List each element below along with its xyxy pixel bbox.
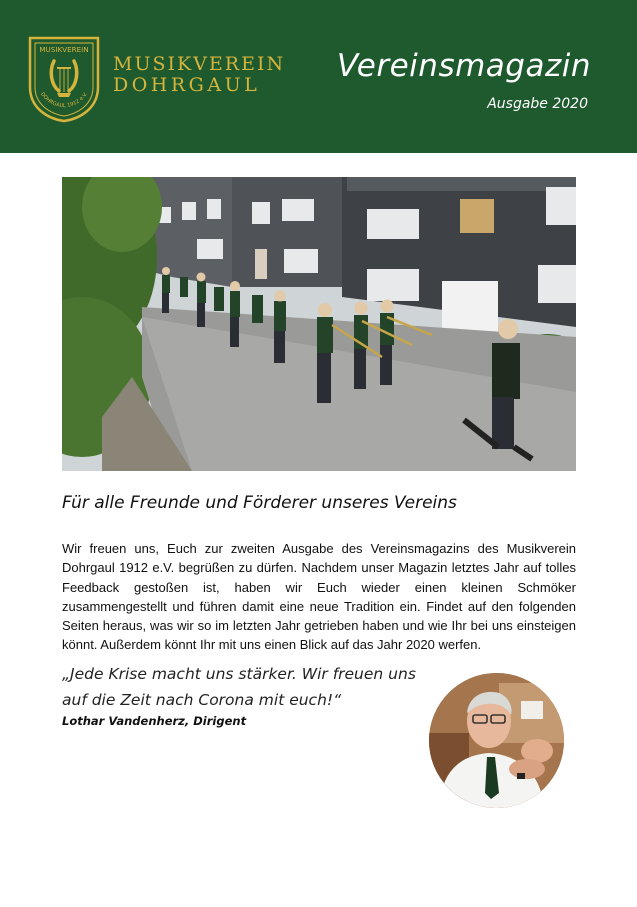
conductor-portrait	[429, 673, 564, 808]
club-logo-icon	[27, 35, 101, 123]
conductor-quote: „Jede Krise macht uns stärker. Wir freuen uns auf die Zeit nach Corona mit euch!“	[62, 665, 416, 709]
conductor-portrait-icon	[429, 673, 564, 808]
club-name	[113, 54, 285, 96]
issue-label: Ausgabe 2020	[487, 96, 588, 112]
logo-top-text: MUSIKVEREIN	[39, 45, 89, 54]
marching-band-photo-icon	[62, 177, 576, 471]
logo-bottom-text: DOHRGAUL 1912 e.V.	[39, 91, 89, 110]
quote-author: Lothar Vandenherz, Dirigent	[62, 714, 247, 728]
intro-paragraph: Wir freuen uns, Euch zur zweiten Ausgabe des Vereinsmagazins des Musikverein Dohrgaul 1912 e.V. begrüßen zu dürfen. Nachdem unser Magazin letztes Jahr auf tolles Feedback gestoßen ist, haben wir Euch wieder einen kleinen Schmöker zusammengestellt und führen damit eine neue Tradition ein. Findet auf den folgenden Seiten heraus, was wir so im letzten Jahr getrieben haben und wie Ihr bei uns einsteigen könnt. Außerdem könnt Ihr mit uns einen Blick auf das Jahr 2020 werfen.	[62, 541, 576, 653]
article-headline: Für alle Freunde und Förderer unseres Vereins	[62, 493, 457, 513]
club-name-line2: DOHRGAUL	[113, 74, 261, 96]
magazine-title: Vereinsmagazin	[336, 48, 591, 84]
club-name-line1: MUSIKVEREIN	[113, 53, 286, 75]
header-banner	[0, 0, 637, 153]
hero-photo-marching-band	[62, 177, 576, 471]
